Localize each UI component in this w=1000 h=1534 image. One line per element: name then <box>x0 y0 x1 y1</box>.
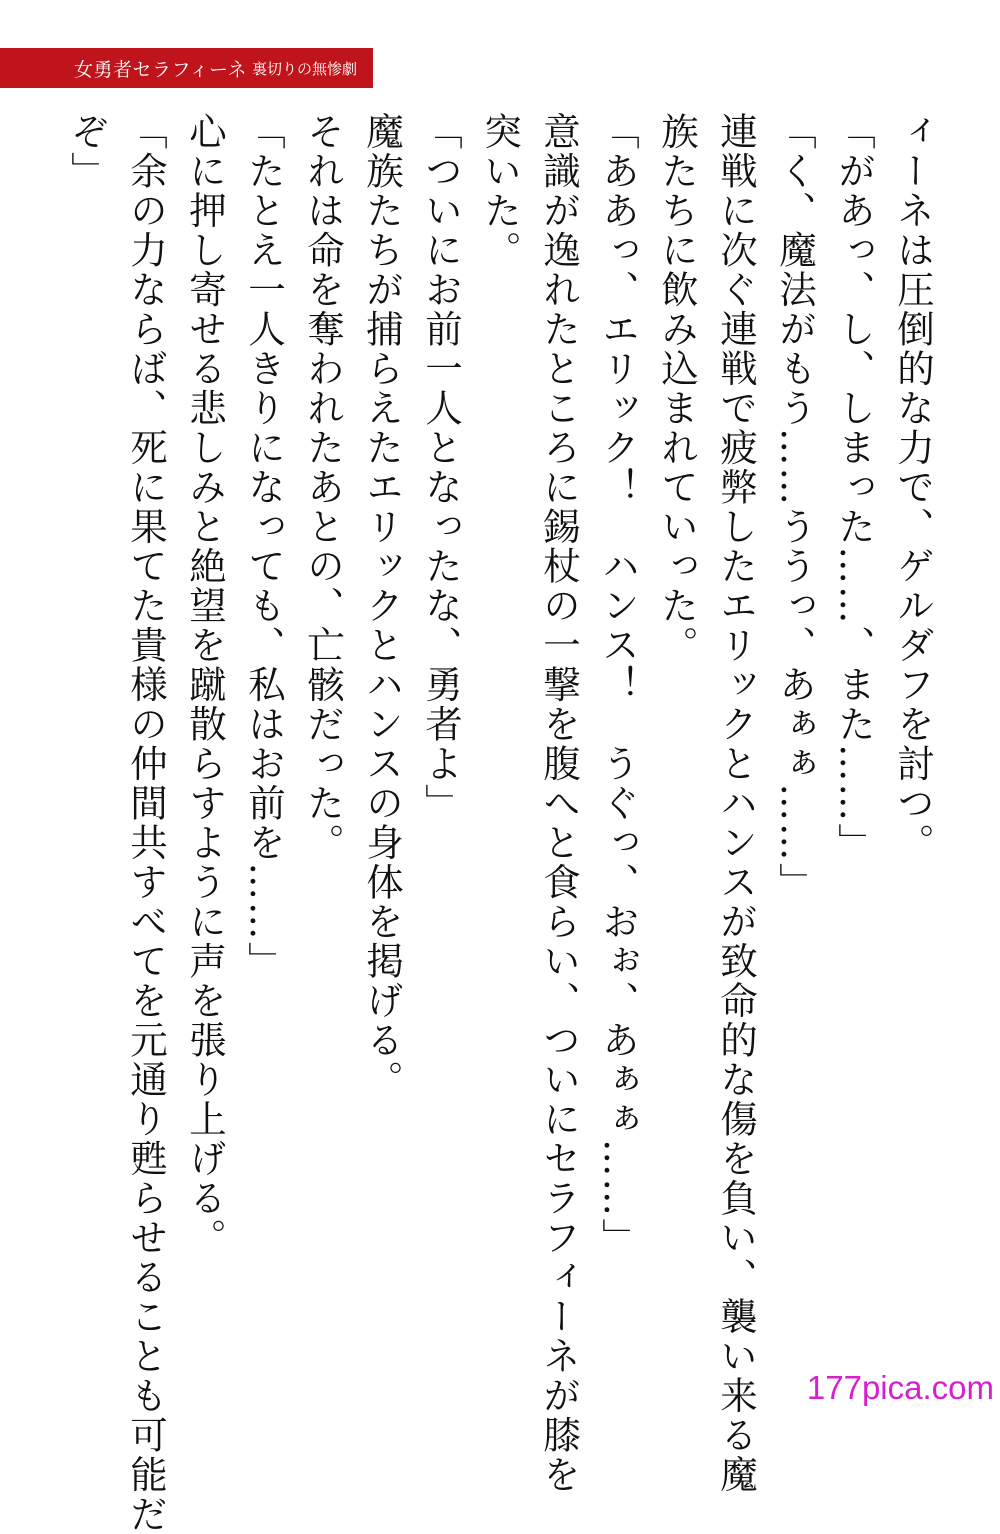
watermark-text: 177pica.com <box>806 1369 994 1406</box>
text-line: ぞ」 <box>65 112 109 191</box>
text-line: 心に押し寄せる悲しみと絶望を蹴散らすように声を張り上げる。 <box>183 112 227 1258</box>
text-line: 「余の力ならば、死に果てた貴様の仲間共すべてを元通り甦らせることも可能だ <box>124 112 168 1534</box>
text-line: 魔族たちが捕らえたエリックとハンスの身体を掲げる。 <box>360 112 404 1100</box>
text-line: 意識が逸れたところに錫杖の一撃を腹へと食らい、ついにセラフィーネが膝を <box>537 112 581 1495</box>
book-title: 女勇者セラフィーネ <box>74 59 248 81</box>
chapter-title: 裏切りの無惨劇 <box>252 60 358 78</box>
text-line: 族たちに飲み込まれていった。 <box>655 112 699 665</box>
text-line: 「く、魔法がもう……ううっ、あぁぁ……」 <box>773 112 817 902</box>
text-line: 突いた。 <box>478 112 522 270</box>
text-line: 「ついにお前一人となったな、勇者よ」 <box>419 112 463 823</box>
text-line: 連戦に次ぐ連戦で疲弊したエリックとハンスが致命的な傷を負い、襲い来る魔 <box>714 112 758 1495</box>
text-line: 「ああっ、エリック！ ハンス！ うぐっ、おぉ、あぁぁ……」 <box>596 112 640 1258</box>
text-line: それは命を奪われたあとの、亡骸だった。 <box>301 112 345 863</box>
text-line: ィーネは圧倒的な力で、ゲルダフを討つ。 <box>891 112 935 863</box>
text-line: 「があっ、し、しまった……、また……」 <box>832 112 876 863</box>
header-band <box>0 48 373 88</box>
text-line: 「たとえ一人きりになっても、私はお前を……」 <box>242 112 286 981</box>
